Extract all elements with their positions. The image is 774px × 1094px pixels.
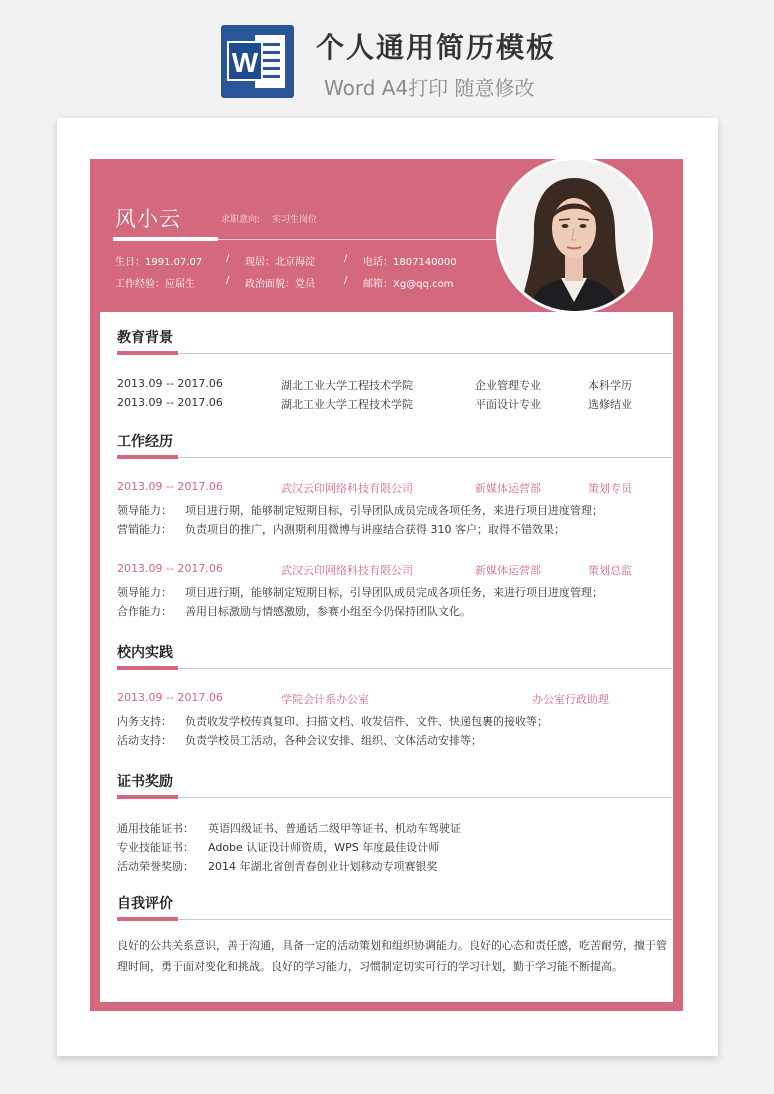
word-letter: W: [227, 41, 263, 81]
section-rule: [117, 668, 672, 669]
campus-line-label: 活动支持：: [117, 734, 172, 747]
word-icon: [221, 25, 294, 98]
job-role: 策划专员: [588, 482, 632, 495]
section-title-education: 教育背景: [117, 330, 173, 346]
section-rule: [117, 919, 672, 920]
job-company: 武汉云印网络科技有限公司: [281, 482, 413, 495]
edu-date: 2013.09 -- 2017.06: [117, 377, 223, 390]
campus-line-text: 负责收发学校传真复印、扫描文档、收发信件、文件、快递包裹的接收等；: [185, 715, 548, 728]
job-line-label: 营销能力：: [117, 523, 172, 536]
section-accent-bar: [117, 917, 178, 921]
work-experience: 工作经验：应届生: [115, 279, 195, 290]
resume-body: [100, 312, 673, 1002]
section-rule: [117, 353, 672, 354]
separator: /: [344, 253, 348, 264]
job-line-text: 负责项目的推广，内测期利用微博与讲座结合获得 310 客户；取得不错效果；: [185, 523, 565, 536]
header-divider-accent: [113, 237, 218, 241]
cert-text: 英语四级证书、普通话二级甲等证书、机动车驾驶证: [208, 822, 461, 835]
edu-school: 湖北工业大学工程技术学院: [281, 398, 413, 411]
email: 邮箱：Xg@qq.com: [363, 279, 454, 290]
section-accent-bar: [117, 455, 178, 459]
political-status: 政治面貌：党员: [245, 279, 315, 290]
edu-major: 平面设计专业: [475, 398, 541, 411]
section-rule: [117, 797, 672, 798]
residence: 现居：北京海淀: [245, 257, 315, 268]
banner-subtitle: Word A4打印 随意修改: [324, 76, 535, 100]
banner: [0, 0, 774, 110]
job-line-text: 善用目标激励与情感激励，参赛小组至今仍保持团队文化。: [185, 605, 471, 618]
intent-value: 实习生岗位: [272, 215, 318, 225]
section-title-campus: 校内实践: [117, 645, 173, 661]
separator: /: [226, 253, 230, 264]
intent-label: 求职意向:: [221, 215, 261, 225]
banner-title: 个人通用简历模板: [316, 31, 557, 64]
phone: 电话：1807140000: [363, 257, 457, 268]
section-accent-bar: [117, 795, 178, 799]
job-line-label: 领导能力：: [117, 586, 172, 599]
job-company: 武汉云印网络科技有限公司: [281, 564, 413, 577]
edu-degree: 本科学历: [588, 379, 632, 392]
edu-school: 湖北工业大学工程技术学院: [281, 379, 413, 392]
campus-date: 2013.09 -- 2017.06: [117, 691, 223, 704]
job-date: 2013.09 -- 2017.06: [117, 480, 223, 493]
job-dept: 新媒体运营部: [475, 564, 541, 577]
job-intent: [221, 212, 317, 225]
cert-text: 2014 年湖北省创青春创业计划移动专项赛银奖: [208, 860, 438, 873]
edu-major: 企业管理专业: [475, 379, 541, 392]
separator: /: [226, 275, 230, 286]
campus-org: 学院会计系办公室: [281, 693, 369, 706]
separator: /: [344, 275, 348, 286]
cert-label: 通用技能证书：: [117, 822, 194, 835]
campus-line-text: 负责学校员工活动，各种会议安排、组织、文体活动安排等；: [185, 734, 482, 747]
avatar: [496, 157, 653, 314]
cert-label: 活动荣誉奖励：: [117, 860, 194, 873]
section-rule: [117, 457, 672, 458]
job-dept: 新媒体运营部: [475, 482, 541, 495]
section-accent-bar: [117, 351, 178, 355]
edu-date: 2013.09 -- 2017.06: [117, 396, 223, 409]
resume-paper: [57, 118, 718, 1056]
section-title-certs: 证书奖励: [117, 774, 173, 790]
job-line-text: 项目进行期，能够制定短期目标，引导团队成员完成各项任务，来进行项目进度管理；: [185, 504, 603, 517]
job-date: 2013.09 -- 2017.06: [117, 562, 223, 575]
cert-label: 专业技能证书：: [117, 841, 194, 854]
job-line-label: 合作能力：: [117, 605, 172, 618]
cert-text: Adobe 认证设计师资质，WPS 年度最佳设计师: [208, 841, 440, 854]
edu-degree: 选修结业: [588, 398, 632, 411]
campus-role: 办公室行政助理: [532, 693, 609, 706]
self-evaluation-text: 良好的公共关系意识，善于沟通，具备一定的活动策划和组织协调能力。良好的心态和责任感，吃苦耐劳，擅于管理时间，勇于面对变化和挑战。良好的学习能力，习惯制定切实可行的学习计划，勤于学习能不断提高。: [117, 939, 667, 973]
birthday: 生日：1991.07.07: [115, 257, 203, 268]
section-accent-bar: [117, 666, 178, 670]
candidate-name: 风小云: [115, 207, 181, 231]
job-line-label: 领导能力：: [117, 504, 172, 517]
portrait-photo: [499, 160, 650, 311]
section-title-work: 工作经历: [117, 434, 173, 450]
section-title-self: 自我评价: [117, 896, 173, 912]
pink-frame: [90, 159, 683, 1011]
job-role: 策划总监: [588, 564, 632, 577]
campus-line-label: 内务支持：: [117, 715, 172, 728]
job-line-text: 项目进行期，能够制定短期目标，引导团队成员完成各项任务，来进行项目进度管理；: [185, 586, 603, 599]
